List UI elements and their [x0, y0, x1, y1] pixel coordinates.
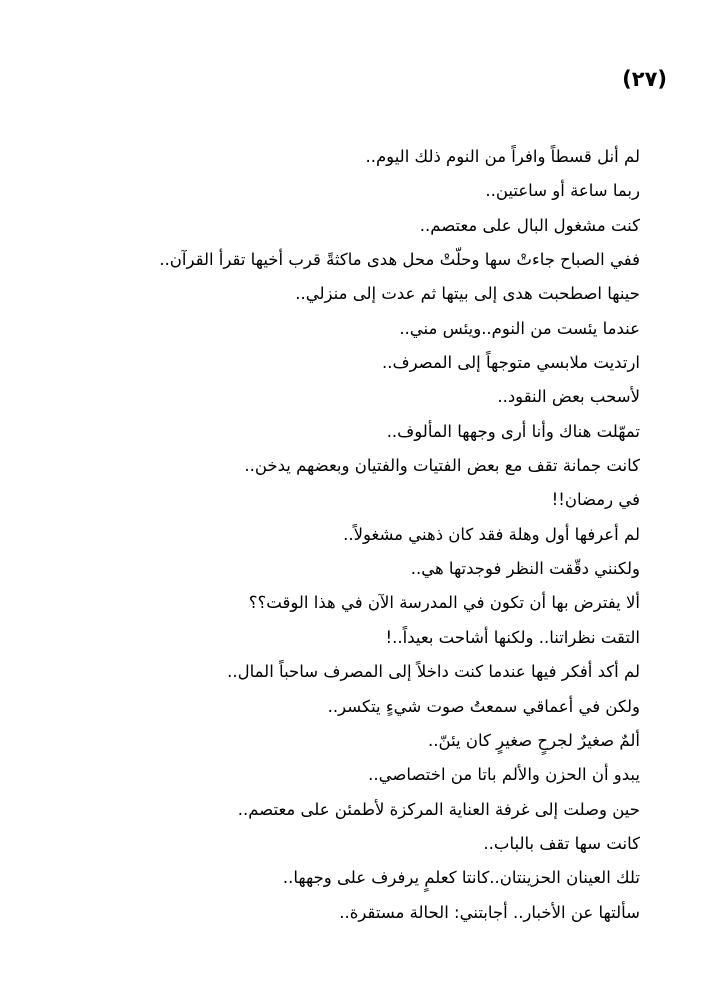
text-line: ألمٌ صغيرٌ لجرحٍ صغيرٍ كان يئنّ.. — [428, 730, 640, 750]
text-line: لأسحب بعض النقود.. — [497, 387, 640, 407]
text-line: يبدو أن الحزن والألم باتا من اختصاصي.. — [368, 765, 640, 785]
text-line: في رمضان!! — [551, 490, 640, 510]
page-number: (٢٧) — [622, 67, 667, 91]
text-line: حين وصلت إلى غرفة العناية المركزة لأطمئن على معتصم.. — [237, 799, 640, 819]
text-line: التقت نظراتنا.. ولكنها أشاحت بعيداً..! — [385, 627, 640, 647]
text-line: ولكنني دقّقت النظر فوجدتها هي.. — [410, 559, 640, 579]
text-line: ارتديت ملابسي متوجهاً إلى المصرف.. — [381, 353, 640, 373]
text-line: ألا يفترض بها أن تكون في المدرسة الآن في هذا الوقت؟؟ — [248, 593, 640, 613]
text-line: كانت سها تقف بالباب.. — [483, 833, 640, 853]
text-line: تلك العينان الحزينتان..كانتا كعلمٍ يرفرف على وجهها.. — [282, 868, 640, 888]
text-line: حينها اصطحبت هدى إلى بيتها ثم عدت إلى منزلي.. — [295, 284, 640, 304]
text-line: ربما ساعة أو ساعتين.. — [485, 181, 640, 201]
text-line: كانت جمانة تقف مع بعض الفتيات والفتيان وبعضهم يدخن.. — [244, 456, 640, 476]
text-line: سألتها عن الأخبار.. أجابتني: الحالة مستقرة.. — [339, 902, 640, 922]
text-line: عندما يئست من النوم..ويئس مني.. — [399, 318, 640, 338]
text-line: لم أكد أفكر فيها عندما كنت داخلاً إلى المصرف ساحباً المال.. — [227, 662, 640, 682]
text-line: لم أعرفها أول وهلة فقد كان ذهني مشغولاً.. — [343, 524, 640, 544]
text-line: كنت مشغول البال على معتصم.. — [419, 215, 640, 235]
text-line: لم أنل قسطاً وافراً من النوم ذلك اليوم.. — [365, 147, 640, 166]
text-line: ولكن في أعماقي سمعتُ صوت شيءٍ يتكسر.. — [327, 696, 640, 716]
text-line: تمهّلت هناك وأنا أرى وجهها المألوف.. — [386, 421, 640, 441]
text-line: ففي الصباح جاءتْ سها وحلّتْ محل هدى ماكثةً قرب أخيها تقرأ القرآن.. — [159, 250, 640, 270]
body-text — [80, 140, 640, 930]
